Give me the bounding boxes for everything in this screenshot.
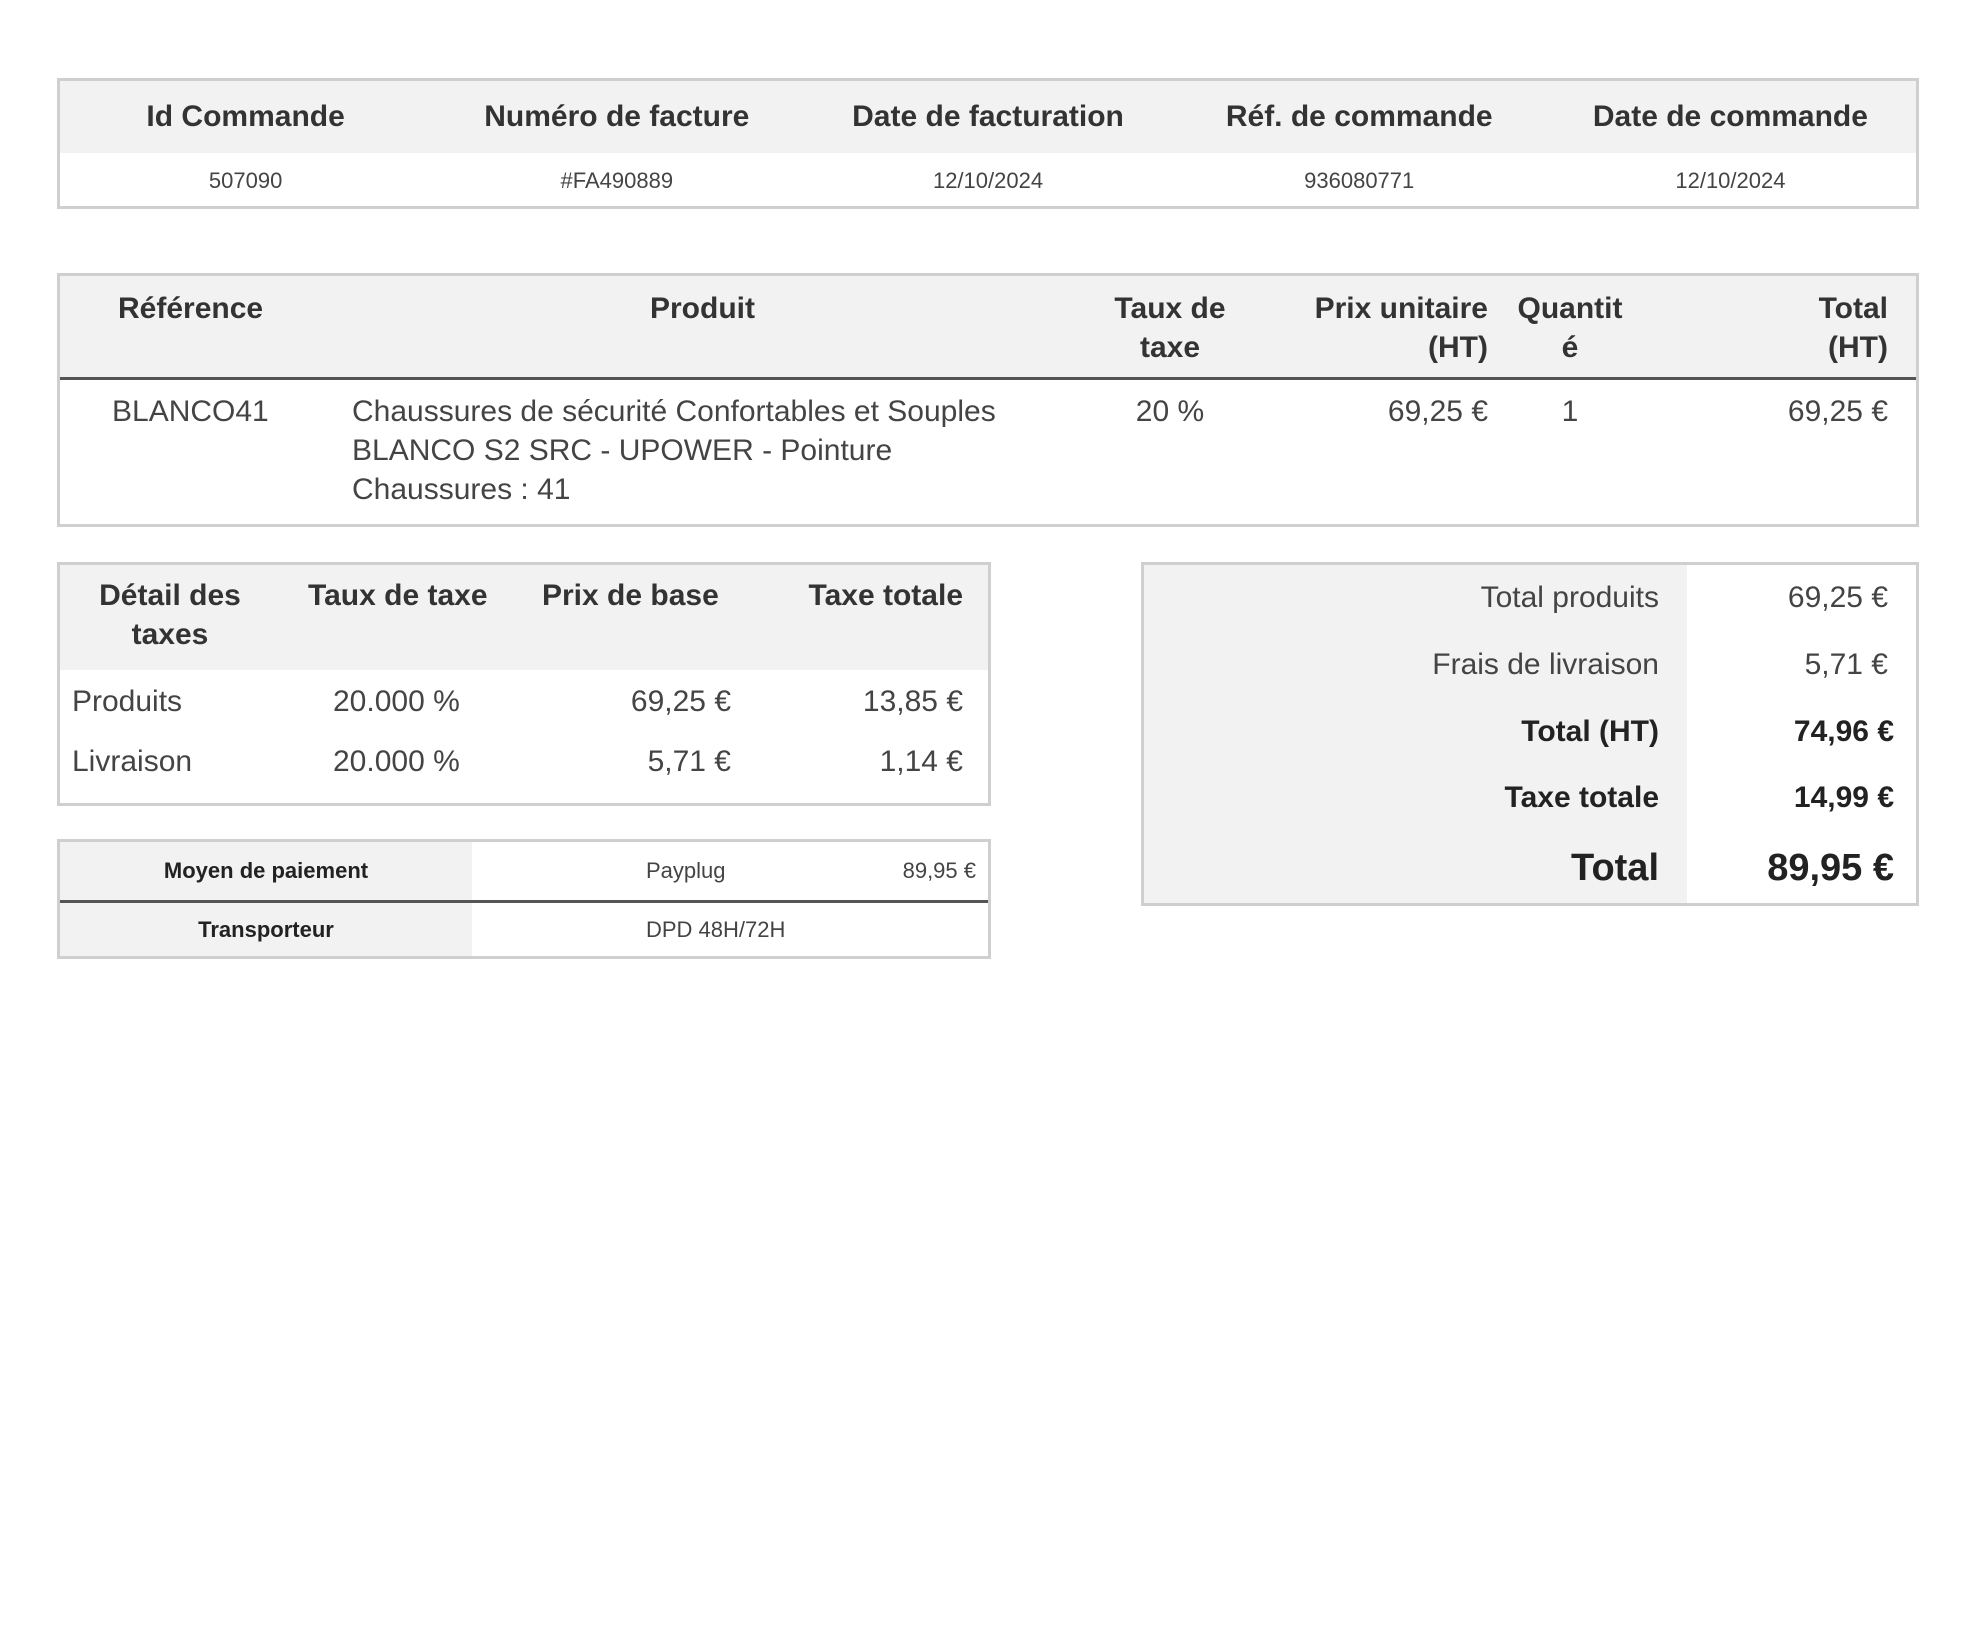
order-reference-value: 936080771 bbox=[1304, 168, 1415, 193]
totals-values bbox=[1687, 565, 1916, 903]
tax-row-base: 5,71 € bbox=[647, 745, 731, 778]
header-unit-price-line2: (HT) bbox=[1428, 331, 1488, 364]
tax-detail-table bbox=[57, 562, 991, 806]
header-total-tax: Taxe totale bbox=[808, 579, 963, 612]
invoice-date-value: 12/10/2024 bbox=[932, 168, 1044, 193]
payment-method-value: Payplug bbox=[646, 858, 726, 883]
carrier-label: Transporteur bbox=[60, 903, 472, 956]
tax-row-total: 1,14 € bbox=[879, 745, 963, 778]
header-quantity-line2: é bbox=[1561, 331, 1579, 364]
order-date-value: 12/10/2024 bbox=[1675, 168, 1786, 193]
total-products-label: Total produits bbox=[1480, 581, 1659, 614]
header-invoice-date: Date de facturation bbox=[852, 100, 1124, 133]
header-unit-price-line1: Prix unitaire bbox=[1314, 292, 1488, 325]
header-order-id: Id Commande bbox=[146, 100, 345, 133]
payment-method-label: Moyen de paiement bbox=[60, 842, 472, 900]
header-product: Produit bbox=[650, 292, 755, 325]
header-invoice-number: Numéro de facture bbox=[484, 100, 750, 133]
tax-row-label: Livraison bbox=[72, 745, 193, 778]
total-products-value: 69,25 € bbox=[1787, 581, 1888, 614]
tax-row-shipping bbox=[60, 734, 988, 798]
grand-total-label: Total bbox=[1571, 847, 1659, 889]
tax-detail-header bbox=[60, 565, 988, 670]
order-info-row bbox=[60, 153, 1916, 209]
total-ht-label: Total (HT) bbox=[1521, 715, 1659, 748]
tax-row-rate: 20.000 % bbox=[333, 685, 460, 718]
shipping-fee-value: 5,71 € bbox=[1804, 648, 1888, 681]
order-info-table bbox=[57, 78, 1919, 209]
order-info-header bbox=[60, 81, 1916, 153]
carrier-value: DPD 48H/72H bbox=[646, 916, 786, 942]
product-total: 69,25 € bbox=[1787, 395, 1888, 428]
header-order-reference: Réf. de commande bbox=[1225, 100, 1493, 133]
tax-row-total: 13,85 € bbox=[862, 685, 963, 718]
tax-row-label: Produits bbox=[72, 685, 183, 718]
carrier-row bbox=[60, 900, 988, 956]
product-reference: BLANCO41 bbox=[112, 395, 269, 428]
header-quantity-line1: Quantit bbox=[1517, 292, 1623, 325]
products-header bbox=[60, 276, 1916, 380]
product-quantity: 1 bbox=[1561, 395, 1579, 428]
payment-method-cell bbox=[472, 842, 988, 900]
products-table bbox=[57, 273, 1919, 527]
totals-labels bbox=[1144, 565, 1687, 903]
order-id-value: 507090 bbox=[208, 168, 283, 193]
product-unit-price: 69,25 € bbox=[1387, 395, 1488, 428]
tax-row-rate: 20.000 % bbox=[333, 745, 460, 778]
header-tax-rate-line2: taxe bbox=[1139, 331, 1201, 364]
header-tax-rate-line1: Taux de bbox=[1114, 292, 1226, 325]
total-tax-value: 14,99 € bbox=[1793, 781, 1894, 814]
total-ht-value: 74,96 € bbox=[1793, 715, 1894, 748]
product-name-line2: BLANCO S2 SRC - UPOWER - Pointure bbox=[352, 434, 893, 467]
totals-box bbox=[1141, 562, 1919, 906]
shipping-fee-label: Frais de livraison bbox=[1432, 648, 1659, 681]
header-tax-detail-line2: taxes bbox=[131, 618, 209, 651]
header-order-date: Date de commande bbox=[1592, 100, 1868, 133]
header-total-line2: (HT) bbox=[1828, 331, 1888, 364]
tax-row-products bbox=[60, 670, 988, 734]
tax-row-base: 69,25 € bbox=[630, 685, 731, 718]
header-reference: Référence bbox=[118, 292, 264, 325]
payment-amount: 89,95 € bbox=[902, 858, 976, 883]
invoice-number-value: #FA490889 bbox=[560, 168, 674, 193]
product-name-line1: Chaussures de sécurité Confortables et Souples bbox=[352, 395, 996, 428]
grand-total-value: 89,95 € bbox=[1767, 847, 1894, 889]
header-tax-rate: Taux de taxe bbox=[308, 579, 488, 612]
total-tax-label: Taxe totale bbox=[1504, 781, 1659, 814]
header-base-price: Prix de base bbox=[542, 579, 719, 612]
carrier-cell bbox=[472, 903, 988, 956]
product-row bbox=[60, 380, 1916, 524]
header-tax-detail-line1: Détail des bbox=[99, 579, 241, 612]
product-tax-rate: 20 % bbox=[1135, 395, 1205, 428]
payment-table bbox=[57, 839, 991, 959]
product-name-line3: Chaussures : 41 bbox=[352, 473, 571, 506]
header-total-line1: Total bbox=[1818, 292, 1888, 325]
payment-method-row bbox=[60, 842, 988, 900]
